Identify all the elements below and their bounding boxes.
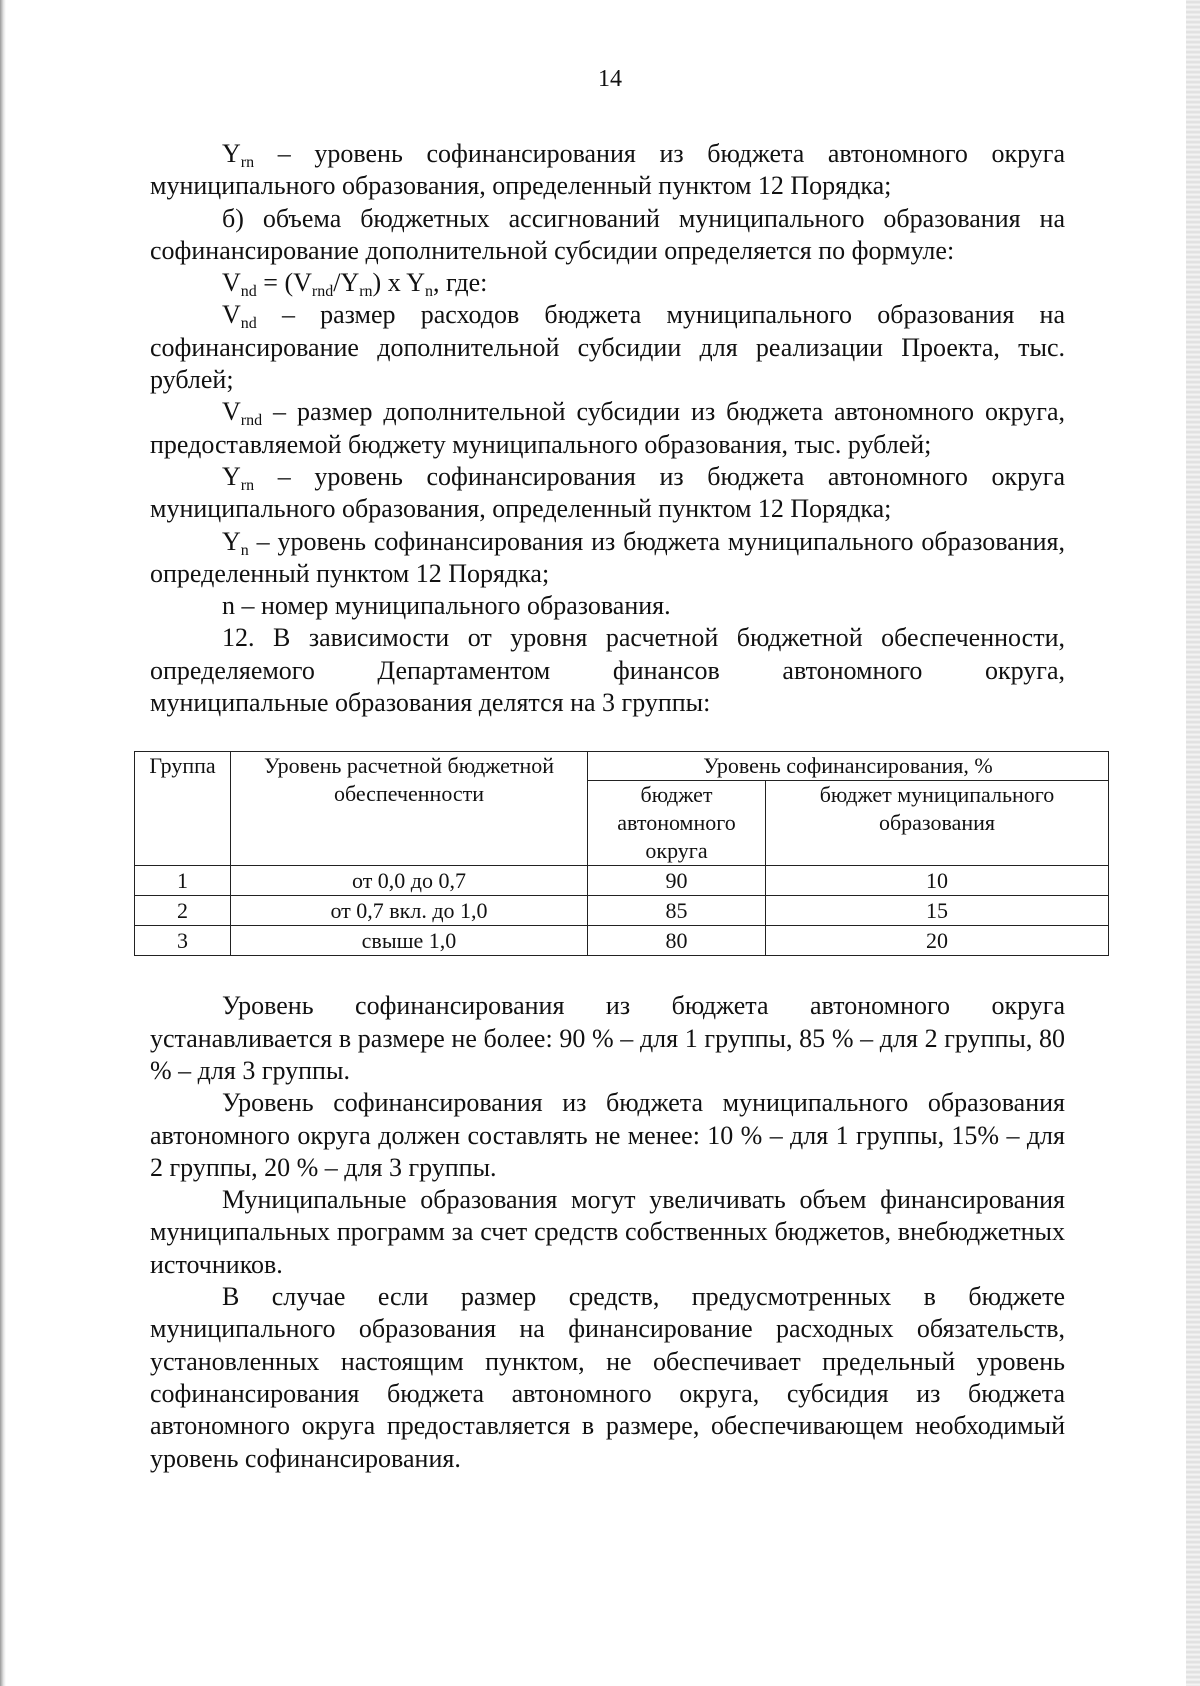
cell-group: 2 bbox=[135, 896, 231, 926]
spacer bbox=[150, 956, 1065, 990]
paragraph-text: – уровень софинансирования из бюджета автономного округа муниципального образования, определенный пунктом 12 Порядка; bbox=[150, 139, 1065, 201]
cell-region: 90 bbox=[588, 866, 766, 896]
cell-level: от 0,0 до 0,7 bbox=[231, 866, 588, 896]
table-row bbox=[135, 926, 1109, 956]
header-cofinancing-level: Уровень софинансирования, % bbox=[588, 752, 1109, 781]
cell-region: 80 bbox=[588, 926, 766, 956]
paragraph-12-line1: 12. В зависимости от уровня расчетной бюджетной обеспеченности, bbox=[222, 623, 1065, 653]
formula-vnd bbox=[150, 267, 1065, 299]
cell-municipal: 20 bbox=[766, 926, 1109, 956]
formula-part: , где: bbox=[433, 268, 488, 298]
formula-part: V bbox=[222, 268, 241, 298]
var-symbol: Y bbox=[222, 139, 241, 168]
header-budget-level: Уровень расчетной бюджетной обеспеченности bbox=[231, 752, 588, 866]
cell-municipal: 10 bbox=[766, 866, 1109, 896]
cell-municipal: 15 bbox=[766, 896, 1109, 926]
paragraph-insufficient-funds: В случае если размер средств, предусмотренных в бюджете муниципального образования на финансирование расходных обязательств, установленных настоящим пунктом, не обеспечивает предельный уровень софинансирования бюджета автономного округа, субсидия из бюджета автономного округа предоставляется в размере, обеспечивающем необходимый уровень софинансирования. bbox=[150, 1282, 1065, 1473]
formula-part: /Y bbox=[333, 268, 360, 298]
var-subscript: rn bbox=[240, 476, 255, 494]
paragraph-yrn-definition-2 bbox=[150, 461, 1065, 526]
header-group: Группа bbox=[135, 752, 231, 866]
paragraph-text: – уровень софинансирования из бюджета автономного округа муниципального образования, определенный пунктом 12 Порядка; bbox=[150, 461, 1065, 524]
paragraph-vrnd-definition bbox=[150, 396, 1065, 461]
paragraph-municipal-level: Уровень софинансирования из бюджета муниципального образования автономного округа должен составлять не менее: 10 % – для 1 группы, 15% – для 2 группы, 20 % – для 3 группы. bbox=[150, 1088, 1065, 1182]
scan-edge-left bbox=[0, 0, 6, 1686]
header-municipal-budget: бюджет муниципального образования bbox=[766, 781, 1109, 866]
paragraph-n-definition: n – номер муниципального образования. bbox=[222, 591, 671, 621]
formula-subscript: rn bbox=[359, 283, 373, 301]
formula-part: = (V bbox=[256, 268, 312, 298]
var-subscript: nd bbox=[240, 315, 257, 333]
paragraph-12-line3: муниципальные образования делятся на 3 группы: bbox=[150, 688, 711, 718]
var-symbol: V bbox=[222, 300, 241, 330]
paragraph-yn-definition bbox=[150, 526, 1065, 591]
var-subscript: rn bbox=[240, 154, 255, 171]
formula-subscript: n bbox=[425, 283, 434, 301]
var-symbol: Y bbox=[222, 461, 241, 491]
cell-region: 85 bbox=[588, 896, 766, 926]
cell-group: 3 bbox=[135, 926, 231, 956]
table-row bbox=[135, 896, 1109, 926]
var-symbol: V bbox=[222, 397, 241, 427]
header-region-budget: бюджет автономного округа bbox=[588, 781, 766, 866]
paragraph-region-level: Уровень софинансирования из бюджета автономного округа устанавливается в размере не более: 90 % – для 1 группы, 85 % – для 2 группы, 80 % – для 3 группы. bbox=[150, 991, 1065, 1085]
formula-part: ) x Y bbox=[372, 268, 426, 298]
table-row bbox=[135, 866, 1109, 896]
var-subscript: n bbox=[240, 541, 249, 559]
formula-subscript: rnd bbox=[311, 283, 334, 301]
paragraph-increase-volume: Муниципальные образования могут увеличивать объем финансирования муниципальных программ за счет средств собственных бюджетов, внебюджетных источников. bbox=[150, 1185, 1065, 1279]
paragraph-text: – размер расходов бюджета муниципального образования на софинансирование дополнительной субсидии для реализации Проекта, тыс. рублей; bbox=[150, 300, 1065, 395]
cofinancing-table bbox=[134, 751, 1109, 956]
page-number: 14 bbox=[598, 66, 622, 92]
paragraph-text: – размер дополнительной субсидии из бюджета автономного округа, предоставляемой бюджету муниципального образования, тыс. рублей; bbox=[150, 397, 1065, 459]
cell-group: 1 bbox=[135, 866, 231, 896]
paragraph-yrn-definition bbox=[150, 138, 1065, 203]
document-body bbox=[150, 138, 1065, 1475]
formula-subscript: nd bbox=[240, 283, 257, 301]
var-subscript: rnd bbox=[240, 412, 263, 430]
paragraph-text: – уровень софинансирования из бюджета муниципального образования, определенный пунктом 12 Порядка; bbox=[150, 526, 1065, 588]
paragraph-12-line2: определяемого Департаментом финансов автономного округа, bbox=[150, 655, 1065, 685]
var-symbol: Y bbox=[222, 526, 241, 556]
cell-level: свыше 1,0 bbox=[231, 926, 588, 956]
cell-level: от 0,7 вкл. до 1,0 bbox=[231, 896, 588, 926]
paragraph-item-b: б) объема бюджетных ассигнований муниципального образования на софинансирование дополнительной субсидии определяется по формуле: bbox=[150, 203, 1065, 265]
scan-edge-right bbox=[1186, 0, 1200, 1686]
paragraph-vnd-definition bbox=[150, 299, 1065, 396]
